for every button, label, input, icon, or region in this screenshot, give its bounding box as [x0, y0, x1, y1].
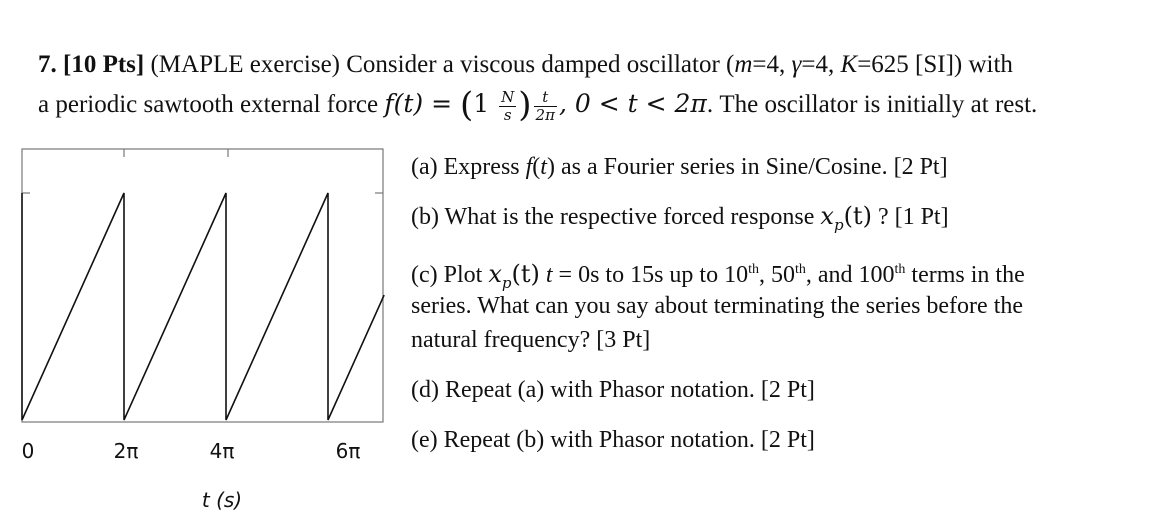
- force-unit-fraction: [499, 89, 516, 124]
- force-domain: , 0 < t < 2π: [558, 89, 707, 119]
- question-b-xt: (t): [843, 202, 872, 230]
- force-amplitude: 1: [473, 89, 498, 119]
- question-c-th2: th: [794, 262, 806, 277]
- question-a-label: (a) Express: [411, 154, 526, 180]
- question-a-t: t: [540, 154, 547, 180]
- question-c-line-2: series. What can you say about terminating the series before the: [411, 293, 1024, 319]
- x-tick-labels: [22, 439, 361, 463]
- plot-border: [22, 149, 383, 422]
- x-tick-label: 4π: [209, 439, 235, 463]
- question-c-x: x: [488, 260, 502, 288]
- x-tick-label: 6π: [335, 439, 361, 463]
- sawtooth-line: [22, 193, 384, 420]
- question-c-end: terms in the: [905, 262, 1025, 288]
- question-b-rest: ? [1 Pt]: [871, 204, 949, 230]
- question-c-sub: p: [501, 273, 512, 292]
- question-a-rest: as a Fourier series in Sine/Cosine. [2 Pt]: [554, 154, 948, 180]
- question-b-label: (b) What is the respective forced response: [411, 204, 821, 230]
- time-fraction-numerator: t: [534, 89, 557, 107]
- problem-statement-line-2: [38, 85, 1038, 126]
- force-function: f(t) =: [384, 89, 461, 119]
- question-a-f: f: [525, 154, 533, 180]
- question-c-th1: th: [748, 262, 759, 277]
- question-c-line-3: natural frequency? [3 Pt]: [411, 327, 651, 353]
- question-c-xt: (t): [511, 260, 540, 288]
- question-b: [411, 199, 949, 242]
- param-m-symbol: m: [734, 51, 753, 78]
- param-m-value: =4,: [752, 51, 792, 78]
- sawtooth-trace: [22, 193, 384, 420]
- param-gamma-value: =4,: [801, 51, 841, 78]
- x-axis-label: t (s): [201, 488, 243, 512]
- paren-open: (: [460, 85, 474, 126]
- initial-condition: . The oscillator is initially at rest.: [706, 91, 1038, 119]
- problem-points: [10 Pts]: [63, 51, 145, 78]
- question-c-label: (c) Plot: [411, 262, 489, 288]
- question-c-t: t: [539, 262, 553, 288]
- question-c-th3: th: [894, 262, 906, 277]
- param-k-symbol: K: [840, 51, 858, 78]
- problem-intro: (MAPLE exercise) Consider a viscous damped oscillator (: [150, 51, 735, 78]
- question-c-50: , 50: [758, 262, 795, 288]
- problem-statement-line-1: [38, 50, 1013, 80]
- force-description: a periodic sawtooth external force: [38, 91, 385, 119]
- question-d: (d) Repeat (a) with Phasor notation. [2 Pt]: [411, 377, 815, 403]
- question-a: (a) Express f(t) as a Fourier series in Sine/Cosine. [2 Pt]: [411, 154, 948, 180]
- question-b-sub: p: [833, 215, 844, 234]
- force-unit-numerator: N: [501, 88, 515, 106]
- question-e: (e) Repeat (b) with Phasor notation. [2 Pt]: [411, 427, 815, 453]
- x-tick-label: 2π: [113, 439, 139, 463]
- time-fraction: [534, 89, 557, 124]
- question-b-x: x: [820, 202, 834, 230]
- plot-frame: [22, 149, 383, 422]
- param-gamma-symbol: γ: [791, 51, 802, 78]
- problem-number: 7.: [38, 51, 57, 78]
- question-c-range: = 0s to 15s up to 10: [552, 262, 749, 288]
- paren-close: ): [518, 85, 532, 126]
- question-c-100: , and 100: [805, 262, 895, 288]
- param-k-value: =625 [SI]) with: [857, 51, 1013, 78]
- sawtooth-plot: [0, 140, 400, 520]
- x-tick-label: 0: [21, 439, 35, 463]
- force-unit-denominator: s: [503, 106, 512, 124]
- time-fraction-denominator: 2π: [535, 106, 555, 124]
